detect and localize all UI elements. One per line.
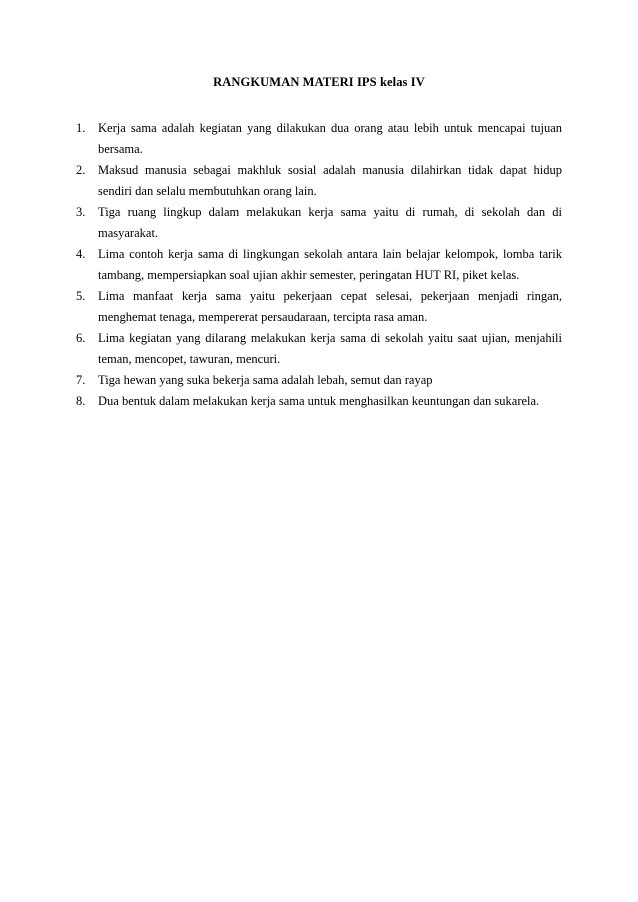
document-title: RANGKUMAN MATERI IPS kelas IV bbox=[213, 75, 425, 89]
list-item-number: 4. bbox=[76, 247, 86, 261]
list-item bbox=[76, 244, 562, 286]
list-item-number: 8. bbox=[76, 394, 86, 408]
summary-list bbox=[76, 118, 562, 412]
list-item-text: Tiga hewan yang suka bekerja sama adalah lebah, semut dan rayap bbox=[98, 373, 433, 387]
list-item-number: 2. bbox=[76, 163, 86, 177]
list-item-number: 6. bbox=[76, 331, 86, 345]
list-item bbox=[76, 118, 562, 160]
list-item-text: Maksud manusia sebagai makhluk sosial adalah manusia dilahirkan tidak dapat hidup sendiri dan selalu membutuhkan orang lain. bbox=[98, 163, 562, 198]
list-item bbox=[76, 160, 562, 202]
list-item bbox=[76, 328, 562, 370]
list-item-number: 3. bbox=[76, 205, 86, 219]
list-item bbox=[76, 391, 562, 412]
list-item-number: 1. bbox=[76, 121, 86, 135]
list-item-text: Lima contoh kerja sama di lingkungan sekolah antara lain belajar kelompok, lomba tarik tambang, mempersiapkan soal ujian akhir semester, peringatan HUT RI, piket kelas. bbox=[98, 247, 562, 282]
list-item bbox=[76, 370, 562, 391]
list-item-text: Lima kegiatan yang dilarang melakukan kerja sama di sekolah yaitu saat ujian, menjahili teman, mencopet, tawuran, mencuri. bbox=[98, 331, 562, 366]
list-item-text: Kerja sama adalah kegiatan yang dilakukan dua orang atau lebih untuk mencapai tujuan bersama. bbox=[98, 121, 562, 156]
list-item-text: Dua bentuk dalam melakukan kerja sama untuk menghasilkan keuntungan dan sukarela. bbox=[98, 394, 540, 408]
list-item bbox=[76, 286, 562, 328]
list-item-number: 7. bbox=[76, 373, 86, 387]
list-item bbox=[76, 202, 562, 244]
list-item-number: 5. bbox=[76, 289, 86, 303]
list-item-text: Lima manfaat kerja sama yaitu pekerjaan cepat selesai, pekerjaan menjadi ringan, menghemat tenaga, mempererat persaudaraan, tercipta rasa aman. bbox=[98, 289, 562, 324]
list-item-text: Tiga ruang lingkup dalam melakukan kerja sama yaitu di rumah, di sekolah dan di masyarakat. bbox=[98, 205, 562, 240]
